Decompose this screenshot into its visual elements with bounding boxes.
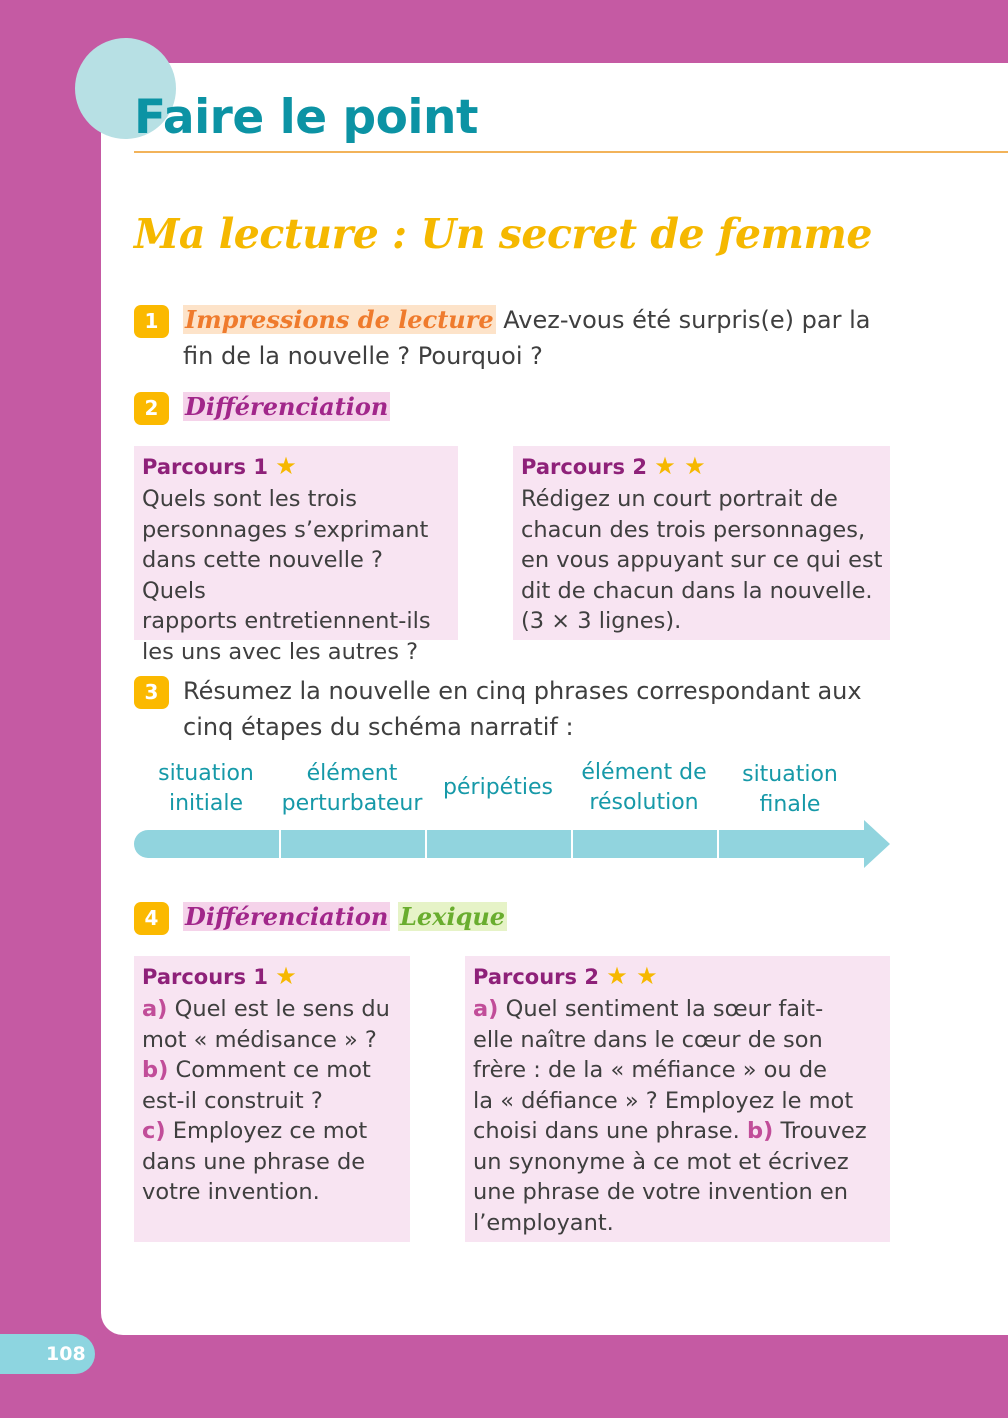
parcours-1-text: Quels sont les trois personnages s’exprimant dans cette nouvelle ? Quels rapports entretiennent-ils les uns avec les autres ?	[142, 486, 431, 665]
star-icon: ★ ★	[654, 452, 706, 480]
page-number-tab	[0, 1334, 95, 1374]
question-number-4: 4	[134, 902, 169, 935]
section-title: Ma lecture : Un secret de femme	[134, 210, 872, 258]
stage-peripeties: péripéties	[443, 775, 553, 800]
question-1-line2: fin de la nouvelle ? Pourquoi ?	[183, 342, 543, 370]
parcours-2-text: Rédigez un court portrait de chacun des trois personnages, en vous appuyant sur ce qui est dit de chacun dans la nouvelle. (3 × 3 lignes).	[521, 486, 883, 634]
question-2	[183, 389, 390, 425]
tag-impressions: Impressions de lecture	[185, 305, 494, 334]
parcours-1-box	[134, 446, 458, 665]
parcours-1-title: Parcours 1 ★	[142, 452, 297, 480]
parcours-1-lexique-text: a) Quel est le sens du mot « médisance » ? b) Comment ce mot est-il construit ? c) Employez ce mot dans une phrase de votre invention.	[142, 996, 390, 1205]
stage-element-resolution: élément de résolution	[581, 760, 707, 815]
question-number-1: 1	[134, 305, 169, 338]
star-icon: ★	[275, 452, 297, 480]
narrative-arrow	[134, 820, 890, 868]
parcours-1-lexique-box	[134, 956, 410, 1242]
parcours-1-title: Parcours 1 ★	[142, 962, 297, 990]
page-title: Faire le point	[134, 90, 478, 145]
parcours-2-box	[513, 446, 890, 640]
question-3: Résumez la nouvelle en cinq phrases correspondant aux cinq étapes du schéma narratif :	[183, 677, 862, 741]
stage-situation-finale: situation finale	[742, 762, 838, 817]
question-1-line1: Avez-vous été surpris(e) par la	[503, 306, 871, 334]
question-number-3: 3	[134, 676, 169, 709]
stage-element-perturbateur: élément perturbateur	[281, 761, 423, 816]
stage-situation-initiale: situation initiale	[158, 761, 254, 816]
star-icon: ★ ★	[606, 962, 658, 990]
star-icon: ★	[275, 962, 297, 990]
parcours-2-title: Parcours 2 ★ ★	[521, 452, 706, 480]
tag-differenciation: Différenciation	[185, 392, 389, 421]
page-number: 108	[46, 1343, 86, 1365]
parcours-2-lexique-text: a) Quel sentiment la sœur fait- elle naître dans le cœur de son frère : de la « méfiance » ou de la « défiance » ? Employez le mot choisi dans une phrase. b) Trouvez un synonyme à ce mot et écrivez une phrase de votre invention en l’employant.	[473, 996, 867, 1236]
title-divider	[134, 151, 1008, 153]
parcours-2-title: Parcours 2 ★ ★	[473, 962, 658, 990]
question-4	[183, 899, 507, 935]
question-number-2: 2	[134, 392, 169, 425]
question-1	[183, 302, 883, 374]
tag-lexique: Lexique	[400, 902, 506, 931]
parcours-2-lexique-box	[465, 956, 890, 1242]
tag-differenciation: Différenciation	[185, 902, 389, 931]
